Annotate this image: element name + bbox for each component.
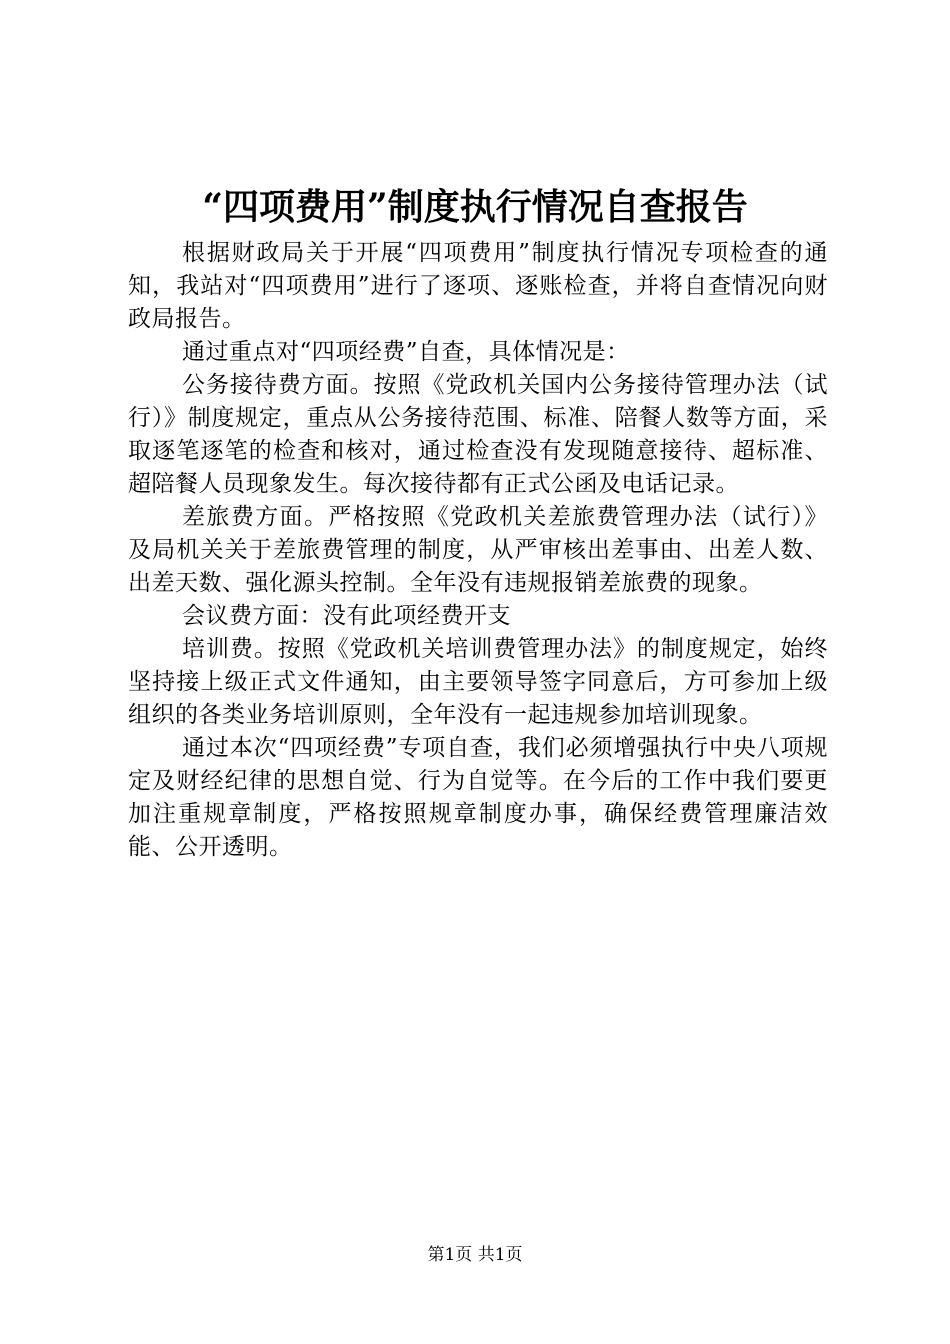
paragraph-conclusion: 通过本次“四项经费”专项自查，我们必须增强执行中央八项规定及财经纪律的思想自觉、行为自觉等。在今后的工作中我们要更加注重规章制度，严格按照规章制度办事，确保经费管理廉洁效能、公开透明。 [128,735,828,860]
page-footer: 第1页 共1页 [427,1245,523,1265]
paragraph-travel-fees: 差旅费方面。严格按照《党政机关差旅费管理办法（试行）》及局机关关于差旅费管理的制度，从严审核出差事由、出差人数、出差天数、强化源头控制。全年没有违规报销差旅费的现象。 [128,504,828,596]
paragraph-training-fees: 培训费。按照《党政机关培训费管理办法》的制度规定，始终坚持接上级正式文件通知，由主要领导签字同意后，方可参加上级组织的各类业务培训原则，全年没有一起违规参加培训现象。 [128,636,828,728]
document-body [128,237,828,864]
paragraph-overview: 通过重点对“四项经费”自查，具体情况是： [182,339,630,365]
document-title: “四项费用”制度执行情况自查报告 [202,186,748,228]
paragraph-meeting-fees: 会议费方面：没有此项经费开支 [182,603,512,629]
paragraph-reception-fees: 公务接待费方面。按照《党政机关国内公务接待管理办法（试行）》制度规定，重点从公务接待范围、标准、陪餐人数等方面，采取逐笔逐笔的检查和核对，通过检查没有发现随意接待、超标准、超陪餐人员现象发生。每次接待都有正式公函及电话记录。 [128,372,828,497]
paragraph-intro: 根据财政局关于开展“四项费用”制度执行情况专项检查的通知，我站对“四项费用”进行了逐项、逐账检查，并将自查情况向财政局报告。 [128,240,828,332]
